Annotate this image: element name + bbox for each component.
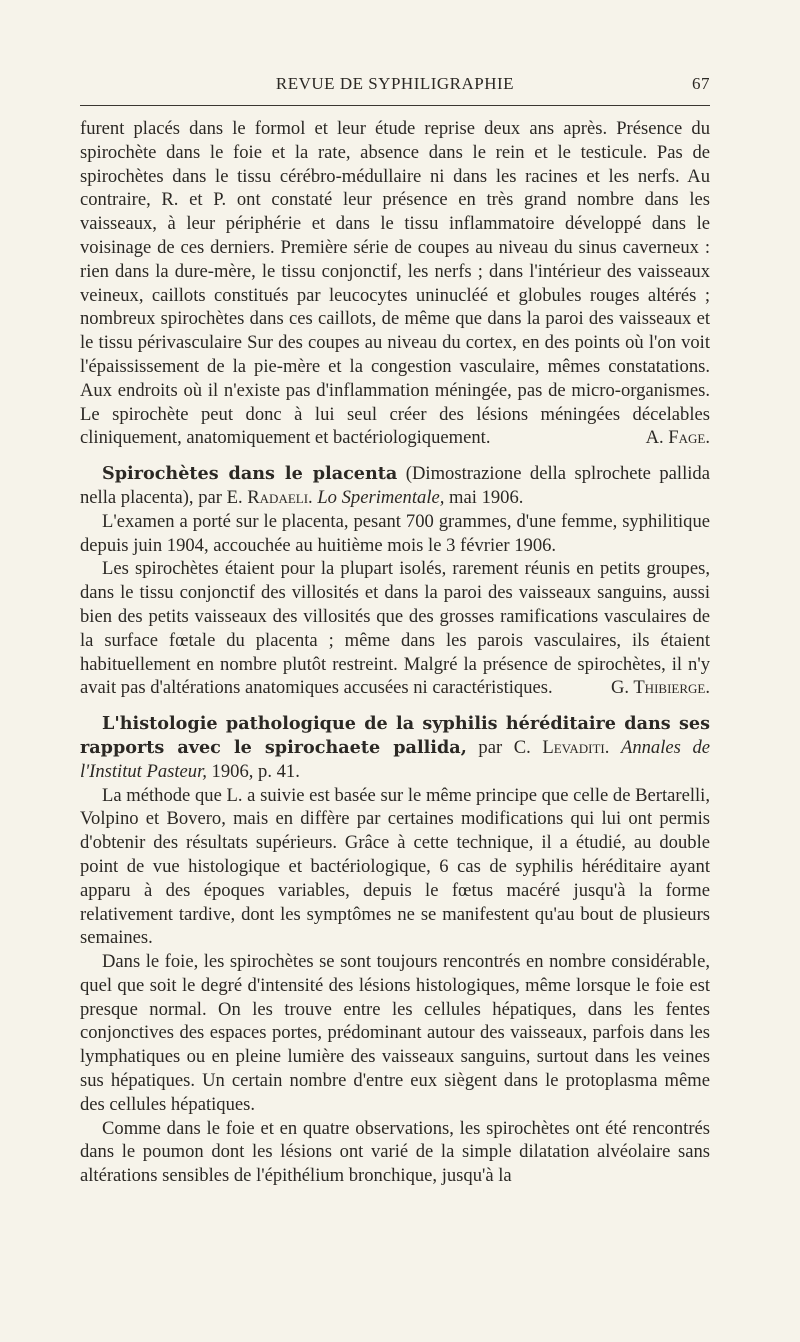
paragraph: Comme dans le foie et en quatre observations, les spirochètes ont été rencontrés dans le poumon dont les lésions ont varié de la simple dilatation alvéolaire sans altérations sensibles de l'épithélium bronchique, jusqu'à la: [80, 1117, 710, 1187]
publication-date: 1906, p. 41.: [206, 760, 300, 782]
author-signature: A. Fage.: [645, 427, 710, 449]
byline: par C.: [466, 736, 543, 758]
article-author: Radaeli: [247, 486, 309, 508]
paragraph: La méthode que L. a suivie est basée sur le même principe que celle de Bertarelli, Volpino et Bovero, mais en diffère par certaines modifications qui lui ont permis d'obtenir des résultats supérieurs. Grâce à cette technique, il a étudié, au double point de vue histologique et bactériologique, 6 cas de syphilis héréditaire ayant apparu à des époques variables, depuis le fœtus macéré jusqu'à la forme relativement tardive, dont les symptômes ne se manifestent qu'au bout de plusieurs semaines.: [80, 784, 710, 949]
journal-title: REVUE DE SYPHILIGRAPHIE: [275, 74, 515, 93]
paragraph: Dans le foie, les spirochètes se sont toujours rencontrés en nombre considérable, quel que soit le degré d'intensité des lésions histologiques, même lorsque le foie est presque normal. On les trouve entre les cellules hépatiques, dans les fentes conjonctives des espaces portes, prédominant autour des vaisseaux, parfois dans les lymphatiques ou en pleine lumière des vaisseaux sanguins, surtout dans les veines sus hépatiques. Un certain nombre d'entre eux siègent dans le protoplasma même des cellules hépatiques.: [80, 951, 710, 1115]
article-heading: [80, 462, 710, 510]
author-signature: G. Thibierge.: [610, 677, 710, 699]
paragraph: [80, 557, 710, 700]
running-header: [80, 74, 710, 94]
article-author: Levaditi: [542, 736, 605, 758]
page-number: 67: [692, 74, 710, 93]
paragraph-text: furent placés dans le formol et leur étude reprise deux ans après. Présence du spirochète dans le foie et la rate, absence dans le rein et le testicule. Pas de spirochètes dans le tissu cérébro-médullaire ni dans les racines et les nerfs. Au contraire, R. et P. ont constaté leur présence en très grand nombre dans les vaisseaux, à leur périphérie et dans le tissu inflammatoire développé dans le voisinage de ces derniers. Première série de coupes au niveau du sinus caverneux : rien dans la dure-mère, le tissu conjonctif, les nerfs ; dans l'intérieur des vaisseaux veineux, caillots constitués par leucocytes uninucléé et globules rouges altérés ; nombreux spirochètes dans ces caillots, de même que dans la paroi des vaisseaux et le tissu périvasculaire Sur des coupes au niveau du cortex, en des points où l'on voit l'épaississement de la pie-mère et la congestion vasculaire, mêmes constatations. Aux endroits où il n'existe pas d'inflammation méningée, pas de micro-organismes. Le spirochète peut donc à lui seul créer des lésions méningées décelables cliniquement, anatomiquement et bactériologiquement.: [80, 118, 710, 449]
paragraph: L'examen a porté sur le placenta, pesant 700 grammes, d'une femme, syphilitique depuis juin 1904, accouchée au huitième mois le 3 février 1906.: [80, 510, 710, 556]
publication-date: mai 1906.: [444, 486, 524, 508]
separator: .: [308, 486, 318, 508]
paragraph-text: Les spirochètes étaient pour la plupart isolés, rarement réunis en petits groupes, dans le tissu conjonctif des villosités et dans la paroi des vaisseaux sanguins, aussi bien des petits vaisseaux des villosités que des grosses ramifications vasculaires de la surface fœtale du placenta ; même dans les parois vasculaires, ils étaient habituellement en nombre plutôt restreint. Malgré la présence de spirochètes, il n'y avait pas d'altérations anatomiques accusées ni caractéristiques.: [80, 558, 710, 699]
article-body: [80, 117, 710, 1188]
separator: .: [604, 736, 621, 758]
journal-name: Annales de l'Institut Pasteur,: [80, 736, 711, 782]
article-title: Spirochètes dans le placenta: [102, 463, 398, 485]
header-rule: [80, 105, 710, 106]
article-heading: [80, 712, 710, 783]
continued-paragraph: [80, 117, 710, 450]
journal-name: Lo Sperimentale,: [317, 486, 445, 508]
article-title: L'histologie pathologique de la syphilis héréditaire dans ses rapports avec le spirochaete pallida,: [80, 713, 710, 758]
article-reference: (Dimostrazione della splrochete pallida nella placenta), par E.: [80, 463, 710, 508]
